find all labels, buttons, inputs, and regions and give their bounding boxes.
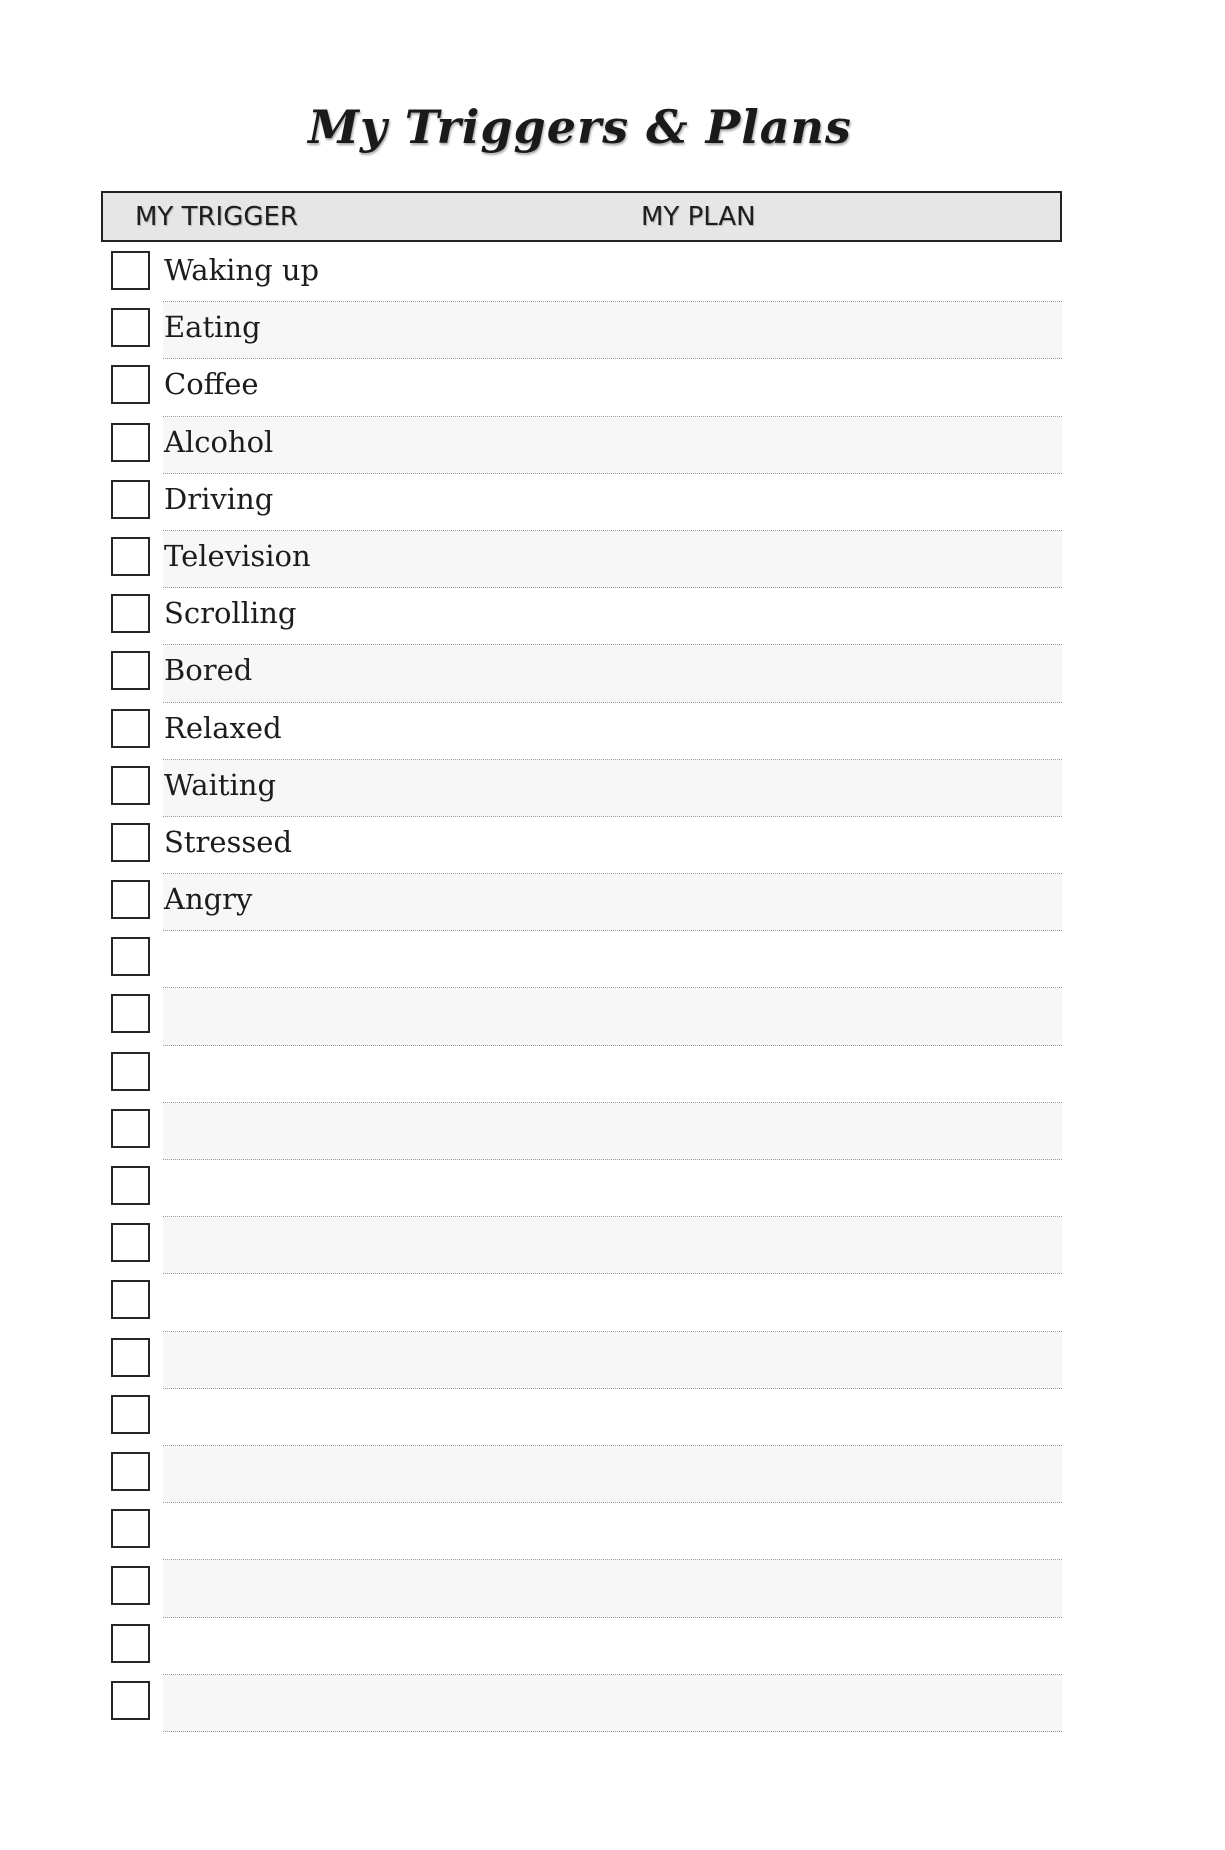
list-item — [101, 1618, 1062, 1675]
trigger-label: Waking up — [164, 253, 320, 287]
plan-line[interactable] — [163, 703, 1062, 760]
dotted-divider — [163, 1731, 1062, 1732]
list-item — [101, 703, 1062, 760]
trigger-label: Coffee — [164, 367, 259, 402]
page-title: My Triggers & Plans — [308, 100, 852, 154]
trigger-label: Driving — [164, 481, 274, 516]
plan-line[interactable] — [163, 1560, 1062, 1617]
checkbox[interactable] — [111, 937, 150, 976]
plan-line[interactable] — [163, 588, 1062, 645]
checkbox[interactable] — [111, 1223, 150, 1262]
checkbox[interactable] — [111, 1338, 150, 1377]
checkbox[interactable] — [111, 994, 150, 1033]
plan-line[interactable] — [163, 1503, 1062, 1560]
plan-line[interactable] — [163, 874, 1062, 931]
list-item — [101, 1560, 1062, 1617]
list-item — [101, 1389, 1062, 1446]
checkbox[interactable] — [111, 1052, 150, 1091]
trigger-label: Eating — [164, 310, 261, 345]
plan-line[interactable] — [163, 359, 1062, 416]
checkbox[interactable] — [111, 480, 150, 519]
trigger-label: Television — [164, 538, 311, 573]
plan-line[interactable] — [163, 931, 1062, 988]
checkbox[interactable] — [111, 1166, 150, 1205]
list-item — [101, 417, 1062, 474]
trigger-label: Relaxed — [164, 710, 282, 745]
trigger-label: Alcohol — [164, 424, 274, 459]
plan-line[interactable] — [163, 760, 1062, 817]
checkbox[interactable] — [111, 365, 150, 404]
list-item — [101, 1446, 1062, 1503]
checkbox[interactable] — [111, 308, 150, 347]
checkbox[interactable] — [111, 1280, 150, 1319]
checkbox[interactable] — [111, 1509, 150, 1548]
list-item — [101, 1503, 1062, 1560]
list-item — [101, 359, 1062, 416]
list-item — [101, 1103, 1062, 1160]
trigger-label: Bored — [164, 653, 253, 688]
checkbox[interactable] — [111, 594, 150, 633]
list-item — [101, 1217, 1062, 1274]
checkbox[interactable] — [111, 823, 150, 862]
plan-line[interactable] — [163, 1389, 1062, 1446]
list-item — [101, 988, 1062, 1045]
list-item — [101, 245, 1062, 302]
plan-line[interactable] — [163, 1217, 1062, 1274]
list-item — [101, 817, 1062, 874]
list-item — [101, 645, 1062, 702]
checkbox[interactable] — [111, 1109, 150, 1148]
checkbox[interactable] — [111, 709, 150, 748]
checkbox[interactable] — [111, 880, 150, 919]
checkbox[interactable] — [111, 423, 150, 462]
plan-line[interactable] — [163, 302, 1062, 359]
list-item — [101, 531, 1062, 588]
list-item — [101, 1274, 1062, 1331]
plan-line[interactable] — [163, 1103, 1062, 1160]
plan-line[interactable] — [163, 417, 1062, 474]
checkbox[interactable] — [111, 1395, 150, 1434]
checkbox[interactable] — [111, 766, 150, 805]
list-item — [101, 1046, 1062, 1103]
plan-line[interactable] — [163, 1274, 1062, 1331]
list-item — [101, 1332, 1062, 1389]
table-header — [101, 191, 1062, 242]
list-item — [101, 588, 1062, 645]
plan-line[interactable] — [163, 988, 1062, 1045]
checkbox[interactable] — [111, 537, 150, 576]
trigger-label: Scrolling — [164, 596, 297, 631]
checkbox[interactable] — [111, 1566, 150, 1605]
list-item — [101, 874, 1062, 931]
checkbox[interactable] — [111, 1624, 150, 1663]
plan-line[interactable] — [163, 1446, 1062, 1503]
plan-line[interactable] — [163, 474, 1062, 531]
trigger-label: Waiting — [164, 767, 277, 802]
checkbox[interactable] — [111, 1452, 150, 1491]
plan-line[interactable] — [163, 645, 1062, 702]
checkbox[interactable] — [111, 1681, 150, 1720]
list-item — [101, 931, 1062, 988]
list-item — [101, 1675, 1062, 1732]
column-header-plan: MY PLAN — [641, 202, 756, 232]
list-item — [101, 302, 1062, 359]
plan-line[interactable] — [163, 817, 1062, 874]
plan-line[interactable] — [163, 1046, 1062, 1103]
list-item — [101, 474, 1062, 531]
plan-line[interactable] — [163, 1675, 1062, 1732]
plan-line[interactable] — [163, 1332, 1062, 1389]
checkbox[interactable] — [111, 251, 150, 290]
trigger-label: Stressed — [164, 824, 293, 859]
column-header-trigger: MY TRIGGER — [135, 202, 298, 232]
trigger-list — [101, 245, 1062, 1732]
list-item — [101, 1160, 1062, 1217]
trigger-label: Angry — [164, 882, 253, 917]
checkbox[interactable] — [111, 651, 150, 690]
list-item — [101, 760, 1062, 817]
plan-line[interactable] — [163, 1160, 1062, 1217]
plan-line[interactable] — [163, 1618, 1062, 1675]
